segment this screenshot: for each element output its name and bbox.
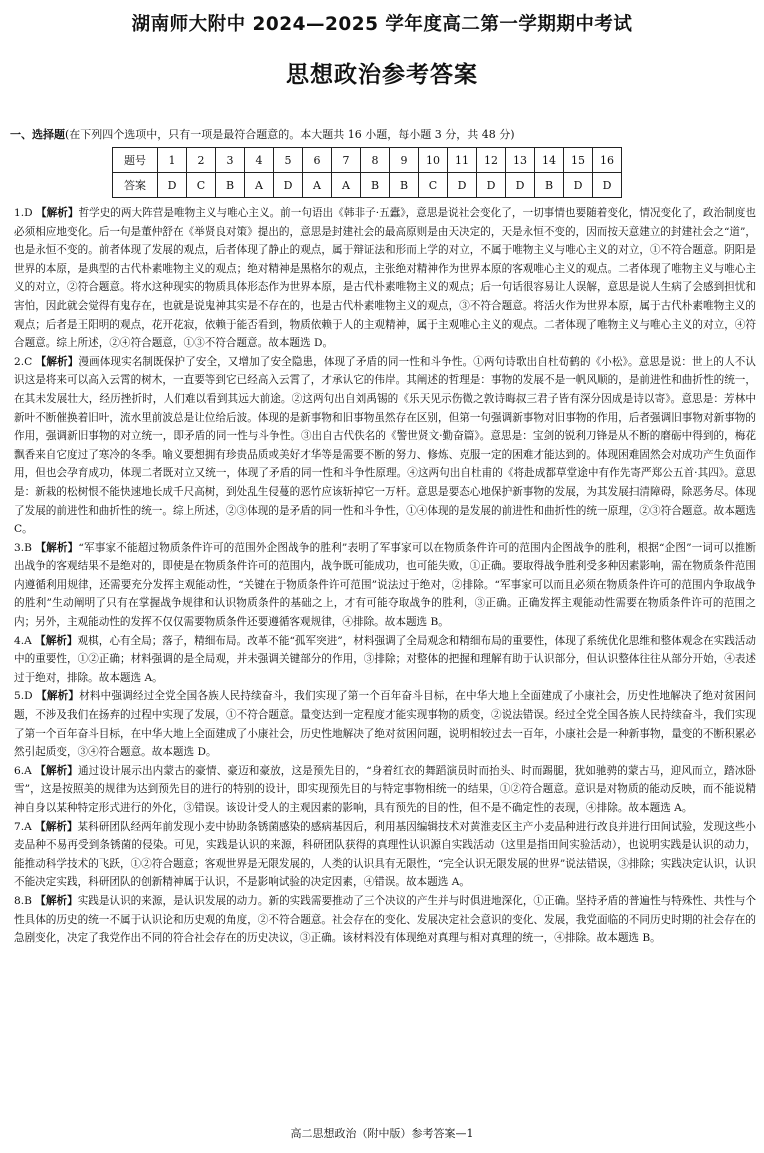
answer-cell: D [477, 173, 506, 198]
page-footer: 高二思想政治（附中版）参考答案—1 [290, 1127, 474, 1140]
explanation-text: 漫画体现实名制既保护了安全，又增加了安全隐患，体现了矛盾的同一性和斗争性。①两句诗歌出自杜荀鹤的《小松》。意思是说：世上的人不认识这是将来可以高入云霄的树木，一直要等到它已经高入云霄了，才承认它的伟岸。其阐述的哲理是：事物的发展不是一帆风顺的，是前进性和曲折性的统一，在其未发展壮大，经历挫折时，人们难以看到其远大前途。②这两句出自刘禹锡的《乐天见示伤微之敦诗晦叔三君子皆有深分因成是诗以寄》。意思是：芳林中新叶不断催换着旧叶，流水里前波总是让位给后波。体现的是新事物和旧事物虽然存在区别，但第一句强调新事物对旧事物的作用，后者强调旧事物对新事物的作用，强调新旧事物的对立统一，即矛盾的同一性与斗争性。③出自古代佚名的《警世贤文·勤奋篇》。意思是：宝剑的锐利刀锋是从不断的磨砺中得到的，梅花飘香来自它度过了寒冷的冬季。喻义要想拥有珍贵品质或美好才华等是需要不断的努力、修炼、克服一定的困难才能达到的。体现困难固然会对成功产生负面作用，但也会孕育成功，体现二者既对立又统一，体现了矛盾的同一性和斗争性原理。④这两句出自杜甫的《将赴成都草堂途中有作先寄严郑公五首·其四》。意思是：新栽的松树恨不能快速地长成千尺高树，到处乱生侵蔓的恶竹应该斩掉它一万杆。意思是要态心地保护新事物的发展，为其发展扫清障碍，除恶务尽。体现了发展的前进性和曲折性的统一。综上所述，②③体现的是矛盾的同一性和斗争性，①④体现的是发展的前进性和曲折性的统一原理，②③符合题意。故本题选 C。 [14, 355, 757, 536]
explanations [14, 204, 756, 948]
explanation-item [14, 892, 756, 948]
explanation-text: 实践是认识的来源，是认识发展的动力。新的实践需要推动了三个决议的产生并与时俱进地深化，①正确。坚持矛盾的普遍性与特殊性、共性与个性具体的历史的统一不属于认识论和历史观的角度，②不符合题意。社会存在的变化、发展决定社会意识的变化、发展，我党面临的不同历史时期的社会存在的急剧变化，决定了我党作出不同的符合社会存在的历史决议，③正确。该材料没有体现绝对真理与相对真理的统一，④排除。故本题选 B。 [14, 894, 757, 945]
explanation-number: 5.D [14, 690, 33, 703]
answer-cell: A [245, 173, 274, 198]
explanation-item [14, 687, 756, 761]
question-number-row [113, 148, 622, 173]
answer-cell: B [361, 173, 390, 198]
explanation-number: 7.A [14, 820, 32, 833]
answer-cell: D [564, 173, 593, 198]
analysis-tag: 【解析】 [35, 355, 79, 368]
explanation-item [14, 632, 756, 688]
question-number: 4 [245, 148, 274, 173]
answer-cell: D [593, 173, 622, 198]
answer-cell: B [535, 173, 564, 198]
answer-cell: A [303, 173, 332, 198]
question-number: 12 [477, 148, 506, 173]
explanation-number: 8.B [14, 894, 32, 907]
explanation-item [14, 762, 756, 818]
explanation-text: 某科研团队经两年前发现小麦中协助条锈菌感染的感病基因后，利用基因编辑技术对黄淮麦区主产小麦品种进行改良并进行田间试验，发现这些小麦品种不易再受到条锈菌的侵染。可见，实践是认识的来源，科研团队获得的真理性认识源自实践活动（这里是指田间实验活动），也说明实践是认识的动力，能推动科学技术的飞跃，①②符合题意；客观世界是无限发展的，人类的认识具有无限性，“完全认识无限发展的世界”说法错误，③排除；实践决定认识，认识不能决定实践，科研团队的创新精神属于认识，不是影响试验的决定因素，④错误。故本题选 A。 [14, 820, 756, 889]
question-number: 14 [535, 148, 564, 173]
row-label-answer: 答案 [113, 173, 158, 198]
row-label-number: 题号 [113, 148, 158, 173]
question-number: 9 [390, 148, 419, 173]
answer-cell: D [448, 173, 477, 198]
explanation-item [14, 204, 756, 353]
answer-cell: D [274, 173, 303, 198]
explanation-item [14, 539, 756, 632]
explanation-number: 4.A [14, 634, 32, 647]
question-number: 6 [303, 148, 332, 173]
answer-cell: A [332, 173, 361, 198]
question-number: 7 [332, 148, 361, 173]
analysis-tag: 【解析】 [35, 541, 79, 554]
question-number: 5 [274, 148, 303, 173]
explanation-number: 6.A [14, 764, 32, 777]
analysis-tag: 【解析】 [35, 634, 78, 647]
answer-cell: C [187, 173, 216, 198]
answer-row [113, 173, 622, 198]
exam-title: 湖南师大附中 2024—2025 学年度高二第一学期期中考试 [131, 14, 633, 35]
question-number: 3 [216, 148, 245, 173]
answer-cell: C [419, 173, 448, 198]
question-number: 10 [419, 148, 448, 173]
section-heading [10, 126, 760, 142]
explanation-number: 1.D [14, 207, 33, 219]
answer-cell: D [506, 173, 535, 198]
answer-table [112, 147, 622, 198]
explanation-number: 3.B [14, 541, 32, 554]
explanation-number: 2.C [14, 355, 33, 368]
answer-cell: B [390, 173, 419, 198]
analysis-tag: 【解析】 [36, 207, 79, 219]
analysis-tag: 【解析】 [35, 820, 78, 833]
explanation-item [14, 353, 756, 539]
question-number: 16 [593, 148, 622, 173]
question-number: 8 [361, 148, 390, 173]
question-number: 15 [564, 148, 593, 173]
answer-cell: B [216, 173, 245, 198]
analysis-tag: 【解析】 [36, 690, 80, 703]
question-number: 2 [187, 148, 216, 173]
question-number: 11 [448, 148, 477, 173]
explanation-text: 哲学史的两大阵营是唯物主义与唯心主义。前一句语出《韩非子·五蠹》，意思是说社会变化了，一切事情也要随着变化，情况变化了，政治制度也必须相应地变化。后一句是董仲舒在《举贤良对策》提出的，意思是封建社会的最高原则是由天决定的，天是永恒不变的，因而按天意建立的封建社会之“道”，也是永恒不变的。前者体现了发展的观点，后者体现了静止的观点，属于辩证法和形而上学的对立，不属于唯物主义与唯心主义的对立，①不符合题意。阴阳是世界的本原，是典型的古代朴素唯物主义的观点；绝对精神是黑格尔的观点，主张绝对精神作为世界本原的客观唯心主义的观点。二者体现了唯物主义与唯心主义的对立，②符合题意。将水这种现实的物质具体形态作为世界本原，是古代朴素唯物主义的观点；后一句话很容易让人误解，意思是说人生病了会感到担忧和害怕，因此就会觉得有鬼存在，也就是说鬼神其实是不存在的，也是古代朴素唯物主义的观点，③不符合题意。将活火作为世界本原，属于古代朴素唯物主义的观点；后者是王阳明的观点，花开花寂，依赖于能否看到，物质依赖于人的主观精神，属于主观唯心主义的观点。二者体现了唯物主义与唯心主义的对立，④符合题意。综上所述，②④符合题意，①③不符合题意。故本题选 D。 [14, 207, 756, 350]
analysis-tag: 【解析】 [35, 894, 78, 907]
section-note: (在下列四个选项中，只有一项是最符合题意的。本大题共 16 小题，每小题 3 分，共 48 分) [65, 128, 515, 141]
answer-cell: D [158, 173, 187, 198]
analysis-tag: 【解析】 [35, 764, 78, 777]
explanation-text: 观棋，心有全局；落子，精细布局。改革不能“孤军突进”，材料强调了全局观念和精细布局的重要性，体现了系统优化思维和整体观念在实践活动中的重要性，①②正确；材料强调的是全局观，并未强调关键部分的作用，③排除；对整体的把握和理解有助于认识部分，但认识整体往往从部分开始，④表述过于绝对，排除。故本题选 A。 [14, 634, 756, 684]
question-number: 13 [506, 148, 535, 173]
question-number: 1 [158, 148, 187, 173]
answer-subtitle: 思想政治参考答案 [286, 62, 478, 88]
explanation-text: 材料中强调经过全党全国各族人民持续奋斗，我们实现了第一个百年奋斗目标，在中华大地上全面建成了小康社会，历史性地解决了绝对贫困问题，不涉及我们在扬弃的过程中实现了发展，①不符合题意。量变达到一定程度才能实现事物的质变，②说法错误。经过全党全国各族人民持续奋斗，我们实现了第一个百年奋斗目标，在中华大地上全面建成了小康社会，历史性地解决了绝对贫困问题，说明相较过去一百年，小康社会是一种新事物，量变的不断积累必然引起质变，③④符合题意。故本题选 D。 [14, 690, 757, 759]
explanation-text: 通过设计展示出内蒙古的豪情、豪迈和豪放，这是预先目的，“身着红衣的舞蹈演员时而抬头、时而踢腿，犹如驰骋的蒙古马，迎风而立，踏冰卧雪”，这是按照美的规律为达到预先目的进行的特别的设计，即实现预先目的与特定事物相统一的结果，①②符合题意。意识是对物质的能动反映，而不能说精神自身以某种特定形式进行的外化，③错误。该设计受人的主观因素的影响，具有预先的目的性，但不是不确定性的表现，④排除。故本题选 A。 [14, 764, 756, 814]
section-label: 一、选择题 [10, 128, 65, 141]
explanation-text: “军事家不能超过物质条件许可的范围外企图战争的胜利”表明了军事家可以在物质条件许可的范围内企图战争的胜利，根据“企图”一词可以推断出战争的客观结果不是绝对的，即使是在物质条件许可的范围内，战争既可能成功，也可能失败，①正确。要取得战争胜利受多种因素影响，需在物质条件范围内遵循利用规律，还需要充分发挥主观能动性，“关键在于物质条件许可范围”说法过于绝对，②排除。“军事家可以而且必须在物质条件许可的范围内争取战争的胜利”生动阐明了只有在掌握战争规律和认识物质条件的基础之上，才有可能夺取战争的胜利，③正确。正确发挥主观能动性需要在物质条件许可的范围之内；另外，主观能动性的发挥不仅仅需要物质条件还要遵循客观规律，④排除。故本题选 B。 [14, 541, 756, 629]
explanation-item [14, 818, 756, 892]
